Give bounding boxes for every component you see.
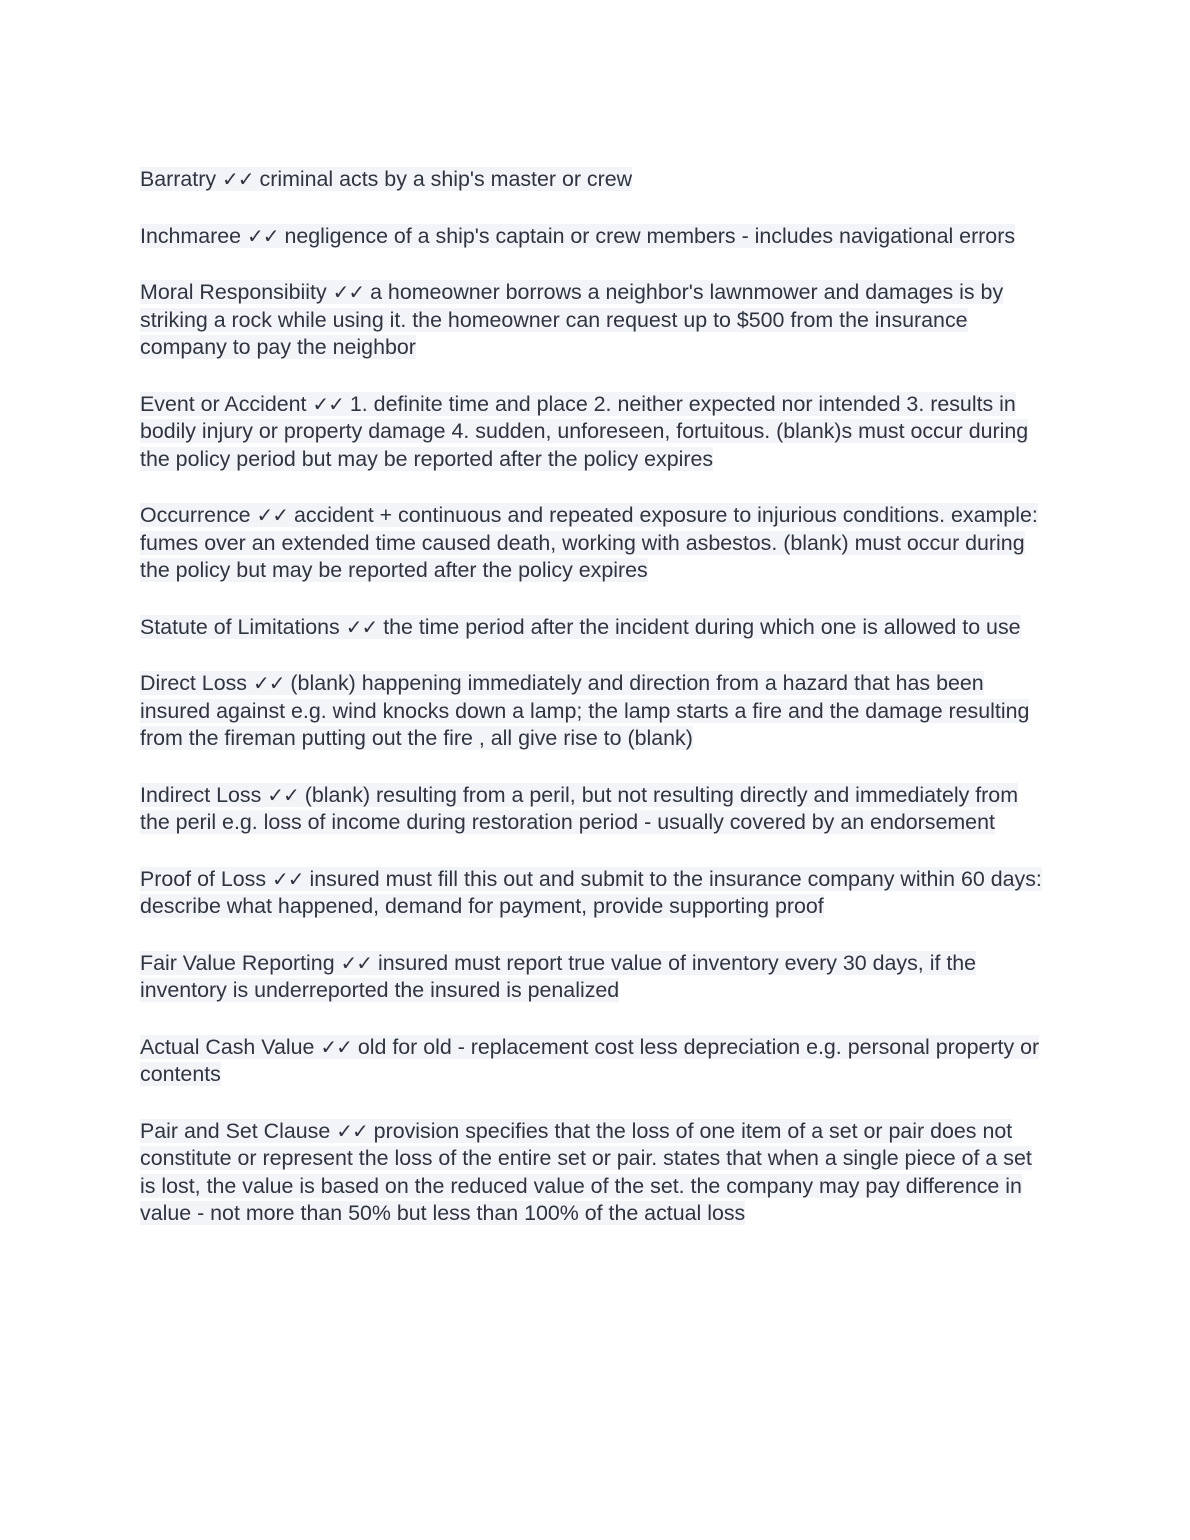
term: Barratry [140,167,217,191]
double-check-icon: ✓✓ [256,503,289,527]
definition: a homeowner borrows a neighbor's lawnmower and damages is by striking a rock while using it. the homeowner can request up to $500 from the insurance company to pay the neighbor [140,280,1004,359]
double-check-icon: ✓✓ [272,866,304,891]
flashcard-text [140,503,1038,582]
flashcard-text [140,280,1003,359]
double-check-icon: ✓✓ [332,280,365,304]
term: Moral Responsibiity [140,280,327,304]
term: Event or Accident [140,391,307,416]
flashcard-entry-inchmaree [140,223,1050,251]
flashcard-text [140,867,1042,919]
term: Actual Cash Value [140,1034,315,1059]
flashcard-entry-proof-of-loss [140,866,1050,921]
definition: criminal acts by a ship's master or crew [259,167,633,191]
flashcard-text [140,224,1015,248]
flashcard-text [140,615,1021,639]
definition: insured must report true value of inventory every 30 days, if the inventory is underreported the insured is penalized [140,950,977,1002]
flashcard-entry-pair-and-set-clause [140,1118,1050,1228]
double-check-icon: ✓✓ [312,391,344,416]
flashcard-entry-occurrence [140,502,1050,585]
double-check-icon: ✓✓ [340,950,373,975]
flashcard-entry-actual-cash-value [140,1034,1050,1089]
flashcard-entry-indirect-loss [140,782,1050,837]
flashcard-text [140,671,1029,750]
double-check-icon: ✓✓ [252,671,285,695]
term: Occurrence [140,503,251,527]
definition: (blank) resulting from a peril, but not resulting directly and immediately from the peril e.g. loss of income during restoration period - usually covered by an endorsement [140,782,1019,834]
flashcard-text [140,783,1018,835]
double-check-icon: ✓✓ [247,223,279,248]
flashcard-entry-moral-responsibility [140,279,1050,362]
double-check-icon: ✓✓ [345,614,378,639]
flashcard-text [140,1035,1039,1087]
flashcard-text [140,1119,1032,1226]
double-check-icon: ✓✓ [267,782,299,807]
term: Statute of Limitations [140,614,340,639]
flashcard-entry-fair-value-reporting [140,950,1050,1005]
term: Indirect Loss [140,782,262,807]
definition: negligence of a ship's captain or crew members - includes navigational errors [284,223,1016,248]
flashcard-text [140,392,1028,471]
flashcard-entry-event-or-accident [140,391,1050,474]
flashcard-entry-barratry [140,166,1050,194]
flashcard-text [140,167,632,191]
definition: the time period after the incident during which one is allowed to use [383,614,1021,639]
term: Direct Loss [140,671,247,695]
double-check-icon: ✓✓ [222,167,254,191]
term: Pair and Set Clause [140,1118,331,1143]
term: Proof of Loss [140,866,267,891]
definition: (blank) happening immediately and direction from a hazard that has been insured against e.g. wind knocks down a lamp; the lamp starts a fire and the damage resulting from the fireman putting out the fire , all give rise to (blank) [140,671,1030,750]
flashcard-document [140,166,1050,1257]
flashcard-text [140,951,976,1003]
term: Inchmaree [140,223,242,248]
definition: insured must fill this out and submit to the insurance company within 60 days: describe what happened, demand for payment, provide supporting proof [140,866,1042,918]
definition: 1. definite time and place 2. neither expected nor intended 3. results in bodily injury or property damage 4. sudden, unforeseen, fortuitous. (blank)s must occur during the policy period but may be reported after the policy expires [140,391,1029,471]
flashcard-entry-statute-of-limitations [140,614,1050,642]
double-check-icon: ✓✓ [320,1034,352,1059]
definition: provision specifies that the loss of one item of a set or pair does not constitute or represent the loss of the entire set or pair. states that when a single piece of a set is lost, the value is based on the reduced value of the set. the company may pay difference in value - not more than 50% but less than 100% of the actual loss [140,1118,1032,1225]
double-check-icon: ✓✓ [336,1118,368,1143]
definition: old for old - replacement cost less depreciation e.g. personal property or contents [140,1034,1040,1086]
flashcard-entry-direct-loss [140,670,1050,753]
definition: accident + continuous and repeated exposure to injurious conditions. example: fumes over an extended time caused death, working with asbestos. (blank) must occur during the policy but may be reported after the policy expires [140,503,1038,582]
term: Fair Value Reporting [140,950,335,975]
